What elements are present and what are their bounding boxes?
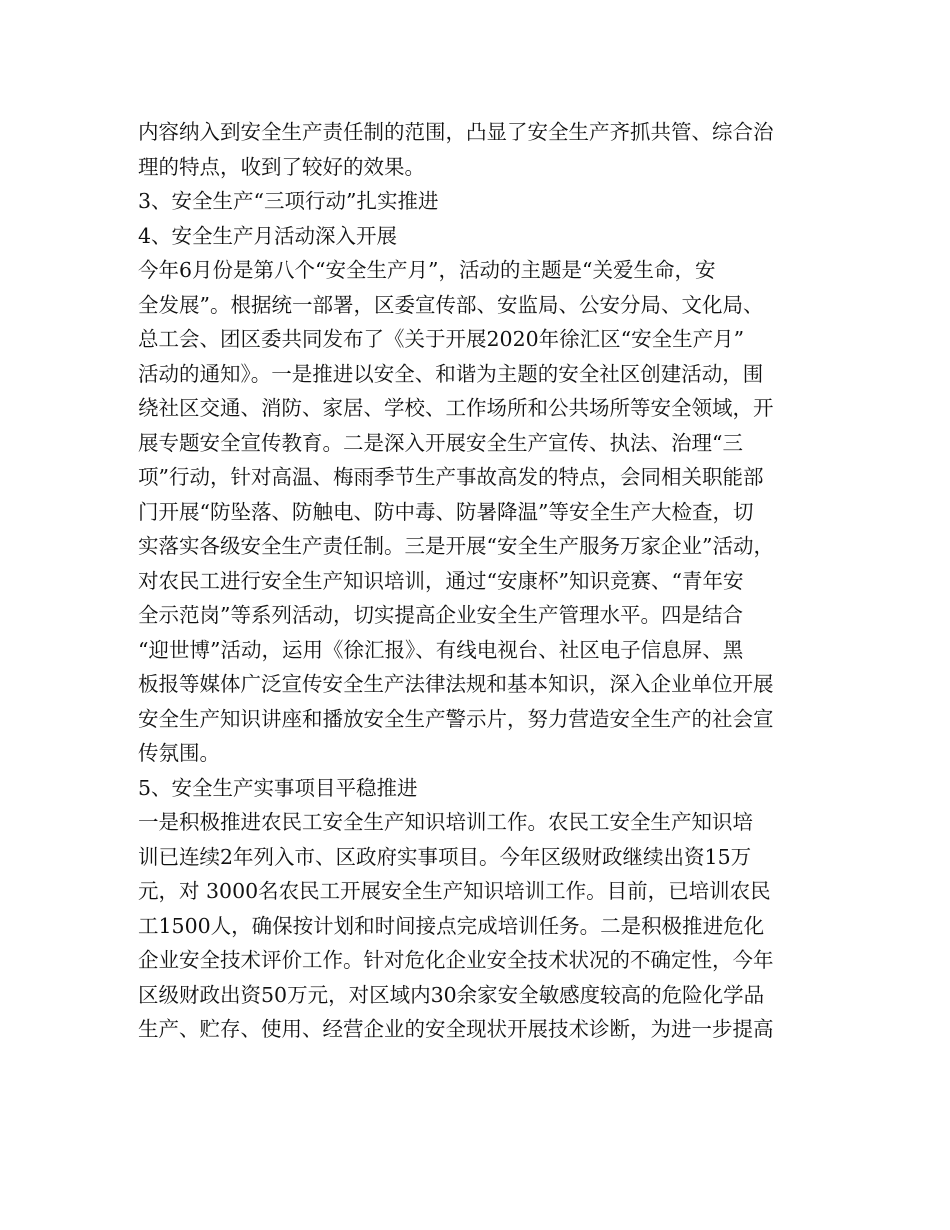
text-line: 元，对 3000名农民工开展安全生产知识培训工作。目前，已培训农民	[138, 879, 771, 903]
text-line: 训已连续2年列入市、区政府实事项目。今年区级财政继续出资15万	[138, 844, 752, 869]
text-line: 生产、贮存、使用、经营企业的安全现状开展技术诊断，为进一步提高	[138, 1017, 774, 1041]
text-line: 安全生产知识讲座和播放安全生产警示片，努力营造安全生产的社会宣	[138, 706, 774, 731]
text-line: 4、安全生产月活动深入开展	[138, 223, 398, 248]
text-line: 区级财政出资50万元，对区域内30余家安全敏感度较高的危险化学品	[138, 982, 765, 1007]
text-line: 5、安全生产实事项目平稳推进	[138, 775, 418, 800]
text-line: 项”行动，针对高温、梅雨季节生产事故高发的特点，会同相关职能部	[138, 465, 764, 489]
text-line: 理的特点，收到了较好的效果。	[138, 154, 425, 179]
text-line: 一是积极推进农民工安全生产知识培训工作。农民工安全生产知识培	[138, 810, 753, 834]
text-line: 活动的通知》。一是推进以安全、和谐为主题的安全社区创建活动，围	[138, 361, 764, 386]
text-line: 绕社区交通、消防、家居、学校、工作场所和公共场所等安全领域，开	[138, 396, 774, 420]
text-line: 实落实各级安全生产责任制。三是开展“安全生产服务万家企业”活动，	[138, 534, 774, 558]
text-line: 传氛围。	[138, 741, 220, 765]
text-line: 对农民工进行安全生产知识培训，通过“安康杯”知识竞赛、“青年安	[138, 568, 744, 593]
text-line: 全发展”。根据统一部署，区委宣传部、安监局、公安分局、文化局、	[138, 292, 764, 317]
text-line: 展专题安全宣传教育。二是深入开展安全生产宣传、执法、治理“三	[138, 430, 743, 455]
text-line: 门开展“防坠落、防触电、防中毒、防暑降温”等安全生产大检查，切	[138, 499, 754, 524]
text-line: 板报等媒体广泛宣传安全生产法律法规和基本知识，深入企业单位开展	[138, 672, 774, 696]
text-line: 总工会、团区委共同发布了《关于开展2020年徐汇区“安全生产月”	[138, 327, 745, 351]
text-line: 企业安全技术评价工作。针对危化企业安全技术状况的不确定性，今年	[138, 948, 774, 972]
text-line: “迎世博”活动，运用《徐汇报》、有线电视台、社区电子信息屏、黑	[138, 637, 744, 662]
text-line: 今年6月份是第八个“安全生产月”，活动的主题是“关爱生命，安	[138, 258, 716, 282]
text-line: 内容纳入到安全生产责任制的范围，凸显了安全生产齐抓共管、综合治	[138, 120, 774, 144]
text-line: 全示范岗”等系列活动，切实提高企业安全生产管理水平。四是结合	[138, 603, 743, 627]
text-line: 工1500人，确保按计划和时间接点完成培训任务。二是积极推进危化	[138, 913, 765, 938]
body-text	[138, 115, 828, 1047]
text-line: 3、安全生产“三项行动”扎实推进	[138, 189, 439, 213]
